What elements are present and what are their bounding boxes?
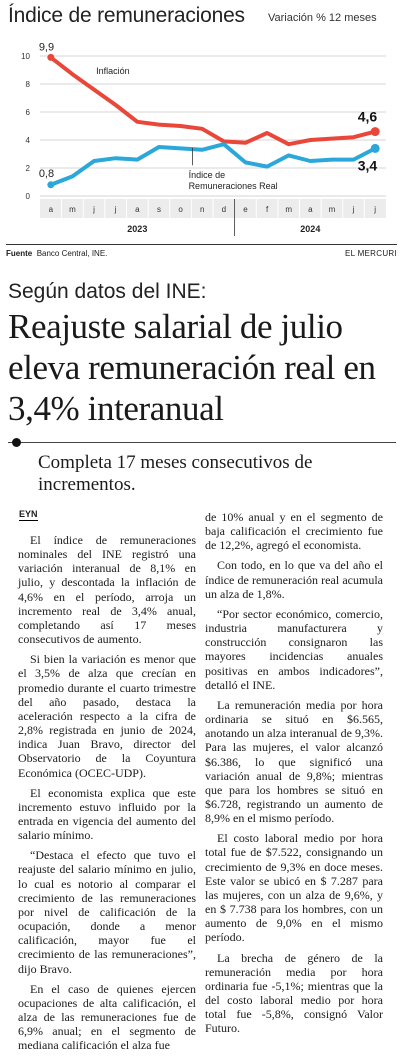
x-tick-label: s <box>156 205 161 214</box>
end-value-label: 3,4 <box>357 157 378 174</box>
body-paragraph: El economista explica que este incremento estuvo influido por la entrada en vigencia del aumento del salario mínimo. <box>18 785 196 843</box>
article-byline: EYN <box>19 509 38 519</box>
x-tick-label: j <box>114 205 117 214</box>
x-tick-label: m <box>328 205 336 214</box>
body-paragraph: La brecha de género de la remuneración media por hora ordinaria fue -5,1%; mientras que la del costo laboral medio por hora total fue -5,8%, consignó Valor Futuro. <box>205 950 383 1036</box>
series-label-real-line1: Índice de <box>188 169 226 180</box>
body-paragraph: El índice de remuneraciones nominales del INE registró una variación interanual de 8,1% en julio, y descontada la inflación de 4,6% en el período, arroja un incremento real de 3,4% anual, completando así 17 meses consecutivos de aumento. <box>18 533 196 647</box>
bullet-dot-icon <box>12 438 21 447</box>
y-tick-label: 6 <box>25 108 30 117</box>
end-value-label: 4,6 <box>357 108 378 125</box>
source-line <box>6 244 397 258</box>
article-deck: Completa 17 meses consecutivos de incrementos. <box>38 452 313 495</box>
x-tick-label: f <box>265 205 269 214</box>
body-paragraph: Con todo, en lo que va del año el índice de remuneración real acumula un alza de 1,8%. <box>205 558 383 601</box>
chart-title: Índice de remuneraciones <box>8 4 245 27</box>
x-tick-label: n <box>199 205 205 214</box>
y-tick-label: 8 <box>25 80 30 89</box>
series-end-point <box>371 144 380 153</box>
y-tick-label: 4 <box>25 136 30 145</box>
year-label: 2023 <box>127 224 148 234</box>
x-tick-label: o <box>178 205 183 214</box>
body-paragraph: de 10% anual y en el segmento de baja calificación el crecimiento fue de 12,2%, agregó el economista. <box>205 510 383 553</box>
body-paragraph: “Por sector económico, comercio, industria manufacturera y construcción consignaron las mayores incidencias anuales positivas en ambos indicadores”, detalló el INE. <box>205 606 383 692</box>
chart-subtitle: Variación % 12 meses <box>268 12 377 24</box>
body-column-right <box>205 510 383 1041</box>
start-value-label: 9,9 <box>38 41 55 54</box>
line-chart <box>0 36 403 242</box>
series-end-point <box>371 127 380 136</box>
series-label-inflation: Inflación <box>96 66 130 77</box>
x-tick-label: j <box>352 205 355 214</box>
y-tick-label: 0 <box>25 192 30 201</box>
x-tick-label: j <box>374 205 377 214</box>
series-label-real-line2: Remuneraciones Real <box>188 180 278 191</box>
x-tick-label: a <box>48 205 54 214</box>
body-column-left <box>18 533 196 1058</box>
body-paragraph: Si bien la variación es menor que el 3,5% de alza que crecían en promedio durante el cuarto trimestre del año pasado, destaca la aceleración respecto a la cifra de 2,8% registrada en junio de 2024, indica Juan Bravo, director del Observatorio de la Coyuntura Económica (OCEC-UDP). <box>18 652 196 780</box>
x-tick-label: e <box>243 205 248 214</box>
publication-brand: EL MERCURI <box>344 249 397 258</box>
divider <box>8 442 396 443</box>
series-start-point <box>47 54 54 61</box>
y-tick-label: 10 <box>21 52 30 61</box>
x-tick-label: m <box>69 205 76 214</box>
body-paragraph: El costo laboral medio por hora total fue de $7.522, consignando un crecimiento de 9,3% en doce meses. Este valor se ubicó en $ 7.287 para las mujeres, con un alza de 9,6%, y en $ 7.738 para los hombres, con un aumento de 9,0% en el mismo período. <box>205 831 383 945</box>
series-start-point <box>47 181 54 188</box>
year-label: 2024 <box>300 224 321 234</box>
article-kicker: Según datos del INE: <box>8 280 207 303</box>
x-tick-label: m <box>285 205 293 214</box>
y-tick-label: 2 <box>25 164 30 173</box>
source-label: Fuente <box>6 249 33 258</box>
x-tick-label: d <box>221 205 227 214</box>
body-paragraph: En el caso de quienes ejercen ocupaciones de alta calificación, el alza de las remuneraciones fue de 6,9% anual; en el segmento de mediana calificación el alza fue <box>18 981 196 1053</box>
start-value-label: 0,8 <box>38 167 55 180</box>
article-headline: Reajuste salarial de julio eleva remuneración real en 3,4% interanual <box>8 307 376 428</box>
body-paragraph: La remuneración media por hora ordinaria se situó en $6.565, anotando un alza interanual de 9,3%. Para las mujeres, el valor alcanzó $6.386, lo que significó una variación anual de 9,8%; mientras que para los hombres se situó en $6.728, registrando un aumento de 8,9% en el mismo período. <box>205 697 383 826</box>
x-tick-label: a <box>135 205 140 214</box>
x-tick-label: j <box>93 205 95 214</box>
body-paragraph: “Destaca el efecto que tuvo el reajuste del salario mínimo en julio, lo cual es notorio al comparar el crecimiento de las remuneraciones por nivel de calificación de la ocupación, donde a menor calificación, mayor fue el crecimiento de las remuneraciones”, dijo Bravo. <box>18 848 196 976</box>
source-text: Banco Central, INE. <box>36 249 108 258</box>
x-tick-label: a <box>308 205 313 214</box>
